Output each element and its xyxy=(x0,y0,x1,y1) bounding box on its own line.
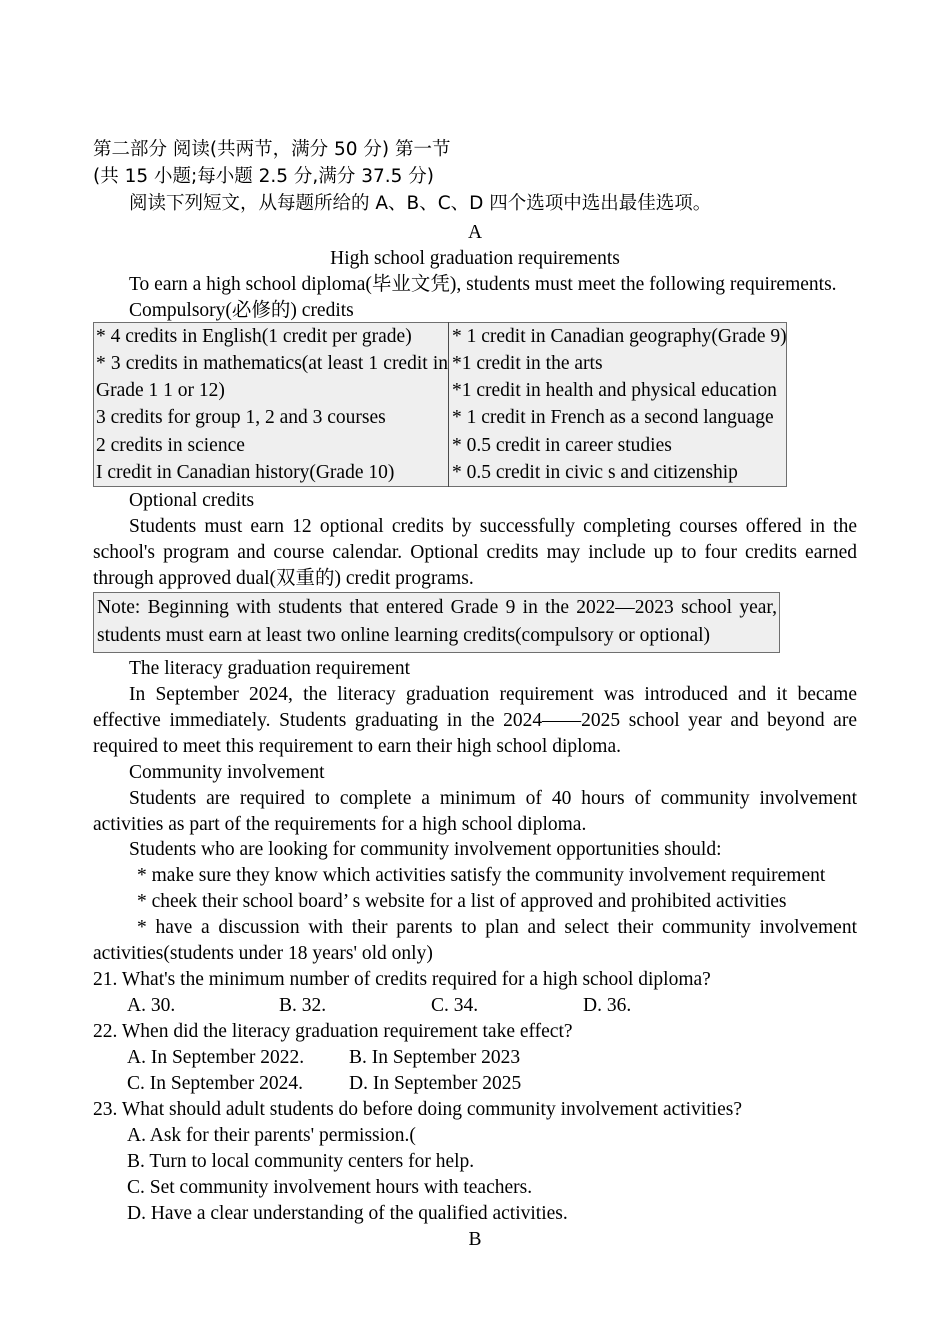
passage-letter-b: B xyxy=(468,1228,482,1250)
credit-item: Grade 1 1 or 12) xyxy=(96,380,225,402)
credit-item: I credit in Canadian history(Grade 10) xyxy=(96,461,395,483)
option-d[interactable]: D. 36. xyxy=(583,994,632,1016)
credit-item: * 0.5 credit in career studies xyxy=(452,434,672,456)
compulsory-credits-table xyxy=(93,322,787,487)
passage-title: High school graduation requirements xyxy=(330,248,620,269)
note-box xyxy=(93,592,780,653)
part-heading-line2: (共 15 小题;每小题 2.5 分,满分 37.5 分) xyxy=(93,166,434,187)
optional-credits-label: Optional credits xyxy=(129,490,255,512)
opportunities-intro: Students who are looking for community involvement opportunities should: xyxy=(129,839,722,861)
option-a[interactable]: A. In September 2022. xyxy=(127,1046,305,1068)
credit-item: *1 credit in the arts xyxy=(452,353,603,374)
note-line: Note: Beginning with students that entered Grade 9 in the 2022—2023 school year, xyxy=(97,597,777,619)
table-right-column xyxy=(449,322,787,486)
question-21 xyxy=(93,967,857,993)
option-b[interactable]: B. Turn to local community centers for help. xyxy=(127,1150,475,1172)
community-involvement-label: Community involvement xyxy=(129,761,325,783)
option-a[interactable]: A. 30. xyxy=(127,994,176,1016)
part-heading-line1: 第二部分 阅读(共两节，满分 50 分) 第一节 xyxy=(93,139,451,160)
question-22-options-row2 xyxy=(93,1071,857,1097)
credit-item: * 1 credit in Canadian geography(Grade 9) xyxy=(452,325,787,347)
question-number: 23. xyxy=(93,1098,118,1120)
option-b[interactable]: B. 32. xyxy=(279,994,327,1016)
question-23 xyxy=(93,1097,857,1123)
question-stem: When did the literacy graduation requirement take effect? xyxy=(121,1020,573,1042)
optional-credits-text: Students must earn 12 optional credits by successfully completing courses offered in the school's program and course calendar. Optional credits may include up to four credits earned through approved dual(双重的) credit programs. xyxy=(93,516,857,589)
passage-letter-a: A xyxy=(467,222,483,243)
option-b[interactable]: B. In September 2023 xyxy=(349,1046,521,1068)
opportunity-item: * make sure they know which activities satisfy the community involvement requirement xyxy=(137,865,826,887)
question-number: 22. xyxy=(93,1020,118,1042)
community-involvement-text: Students are required to complete a minimum of 40 hours of community involvement activities as part of the requirements for a high school diploma. xyxy=(93,787,857,835)
question-22-options-row1 xyxy=(93,1045,857,1071)
note-line: students must earn at least two online learning credits(compulsory or optional) xyxy=(97,625,711,647)
compulsory-credits-label: Compulsory(必修的) credits xyxy=(129,299,354,321)
credit-item: *1 credit in health and physical education xyxy=(452,380,777,402)
opportunity-item: * have a discussion with their parents to plan and select their community involvement activities(students under 18 years' old only) xyxy=(93,917,857,965)
option-c[interactable]: C. Set community involvement hours with teachers. xyxy=(127,1176,533,1198)
reading-instruction: 阅读下列短文，从每题所给的 A、B、C、D 四个选项中选出最佳选项。 xyxy=(129,193,712,214)
question-stem: What should adult students do before doing community involvement activities? xyxy=(121,1098,742,1120)
page-content xyxy=(93,136,857,1253)
question-21-options xyxy=(93,993,857,1019)
literacy-requirement-text: In September 2024, the literacy graduation requirement was introduced and it became effective immediately. Students graduating in the 2024——2025 school year and beyond are required to meet this requirement to earn their high school diploma. xyxy=(93,684,857,757)
option-c[interactable]: C. 34. xyxy=(431,994,479,1016)
literacy-requirement-label: The literacy graduation requirement xyxy=(129,658,410,680)
credit-item: * 1 credit in French as a second language xyxy=(452,407,774,429)
option-a[interactable]: A. Ask for their parents' permission.( xyxy=(127,1124,416,1146)
table-left-column xyxy=(94,322,449,486)
opportunity-item: * cheek their school board’ s website for a list of approved and prohibited activities xyxy=(137,891,787,913)
option-c[interactable]: C. In September 2024. xyxy=(127,1072,304,1094)
question-22 xyxy=(93,1019,857,1045)
table-row xyxy=(94,322,787,486)
credit-item: * 3 credits in mathematics(at least 1 credit in xyxy=(96,353,448,374)
credit-item: 3 credits for group 1, 2 and 3 courses xyxy=(96,407,386,429)
credit-item: * 4 credits in English(1 credit per grade) xyxy=(96,325,412,347)
credit-item: * 0.5 credit in civic s and citizenship xyxy=(452,461,738,483)
credit-item: 2 credits in science xyxy=(96,434,245,456)
question-stem: What's the minimum number of credits required for a high school diploma? xyxy=(121,968,711,990)
option-d[interactable]: D. In September 2025 xyxy=(349,1072,522,1094)
passage-intro: To earn a high school diploma(毕业文凭), students must meet the following requirements. xyxy=(129,274,837,295)
question-number: 21. xyxy=(93,968,118,990)
option-d[interactable]: D. Have a clear understanding of the qualified activities. xyxy=(127,1202,568,1224)
